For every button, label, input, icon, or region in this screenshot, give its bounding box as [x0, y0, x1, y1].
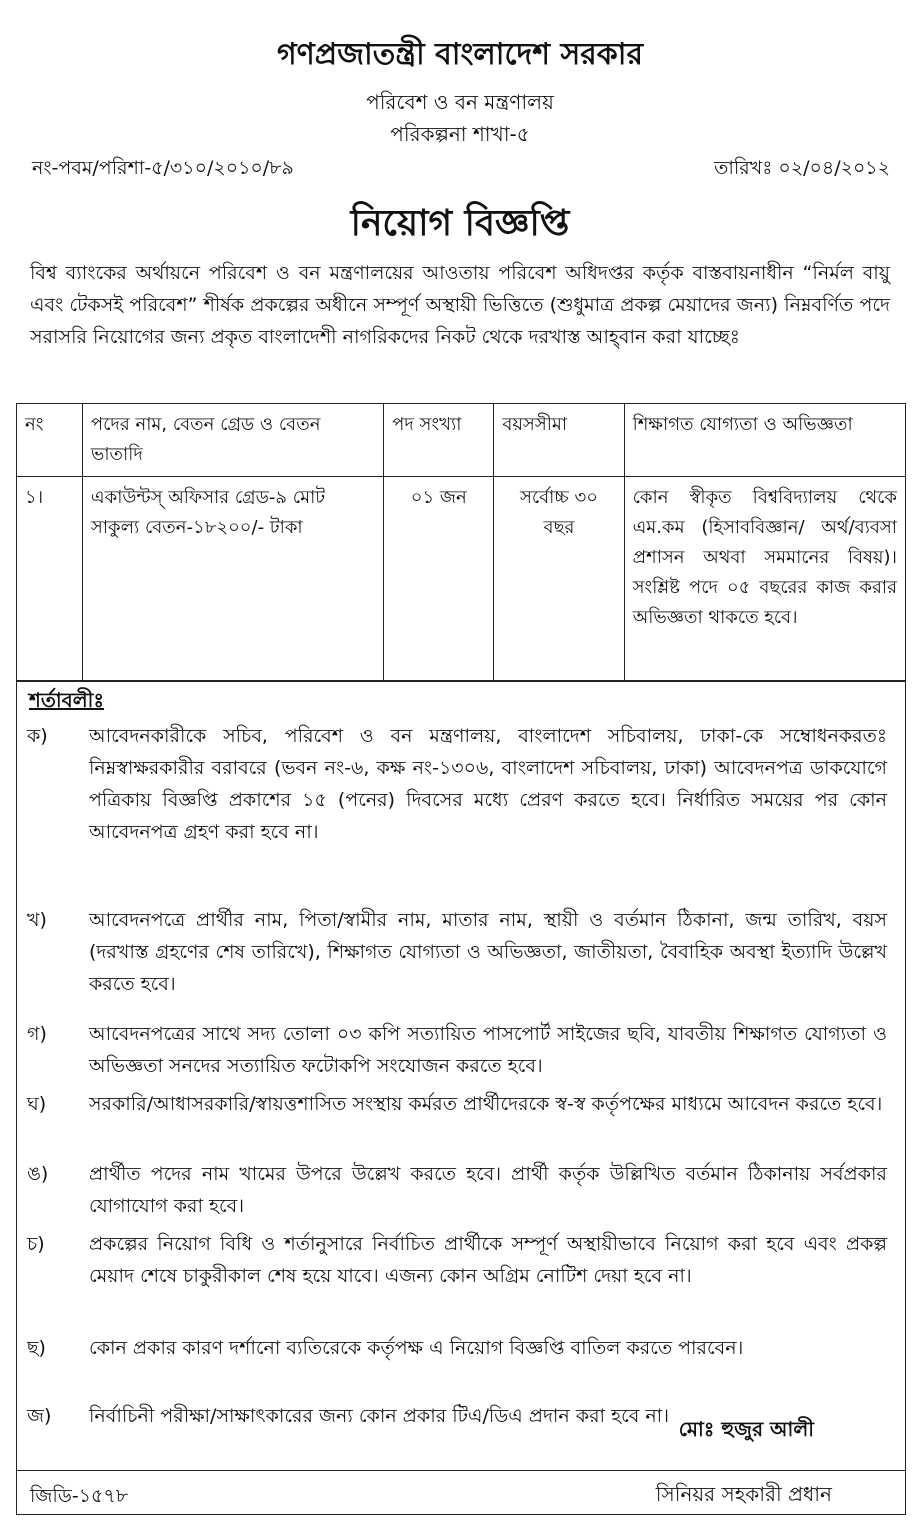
term-item: [27, 1018, 887, 1082]
header-no: নং: [17, 404, 83, 477]
row-qualification: কোন স্বীকৃত বিশ্ববিদ্যালয় থেকে এম.কম (হিসাববিজ্ঞান/ অর্থ/ব্যবসা প্রশাসন অথবা সমমানের বিষয়)। সংশ্লিষ্ট পদে ০৫ বছরের কাজ করার অভিজ্ঞতা থাকতে হবে।: [624, 477, 905, 681]
intro-paragraph: বিশ্ব ব্যাংকের অর্থায়নে পরিবেশ ও বন মন্ত্রণালয়ের আওতায় পরিবেশ অধিদপ্তর কর্তৃক বাস্তবায়নাধীন “নির্মল বায়ু এবং টেকসই পরিবেশ” শীর্ষক প্রকল্পের অধীনে সম্পূর্ণ অস্থায়ী ভিত্তিতে (শুধুমাত্র প্রকল্প মেয়াদের জন্য) নিম্নবর্ণিত পদে সরাসরি নিয়োগের জন্য প্রকৃত বাংলাদেশী নাগরিকদের নিকট থেকে দরখাস্ত আহ্‌বান করা যাচ্ছেঃ: [30, 262, 890, 348]
term-text: আবেদনকারীকে সচিব, পরিবেশ ও বন মন্ত্রণালয়, বাংলাদেশ সচিবালয়, ঢাকা-কে সম্বোধনকরতঃ নিম্নস্বাক্ষরকারীর বরাবরে (ভবন নং-৬, কক্ষ নং-১৩০৬, বাংলাদেশ সচিবালয়, ঢাকা) আবেদনপত্র ডাকযোগে পত্রিকায় বিজ্ঞপ্তি প্রকাশের ১৫ (পনের) দিবসের মধ্যে প্রেরণ করতে হবে। নির্ধারিত সময়ের পর কোন আবেদনপত্র গ্রহণ করা হবে না।: [89, 725, 887, 843]
signer-name: মোঃ হুজুর আলী: [678, 1417, 814, 1441]
term-text: আবেদনপত্রে প্রার্থীর নাম, পিতা/স্বামীর নাম, মাতার নাম, স্থায়ী ও বর্তমান ঠিকানা, জন্ম তারিখ, বয়স (দরখাস্ত গ্রহণের শেষ তারিখে), শিক্ষাগত যোগ্যতা ও অভিজ্ঞতা, জাতীয়তা, বৈবাহিক অবস্থা ইত্যাদি উল্লেখ করতে হবে।: [89, 909, 887, 995]
term-text: প্রকল্পের নিয়োগ বিধি ও শর্তানুসারে নির্বাচিত প্রার্থীকে সম্পূর্ণ অস্থায়ীভাবে নিয়োগ করা হবে এবং প্রকল্প মেয়াদ শেষে চাকুরীকাল শেষ হয়ে যাবে। এজন্য কোন অগ্রিম নোটিশ দেয়া হবে না।: [89, 1233, 887, 1287]
terms-title: শর্তাবলীঃ: [29, 688, 105, 712]
term-mark: ঙ): [27, 1163, 49, 1185]
branch-name: পরিকল্পনা শাখা-৫: [390, 122, 530, 146]
header-post-name: পদের নাম, বেতন গ্রেড ও বেতন ভাতাদি: [82, 404, 383, 477]
term-item: [27, 1158, 887, 1222]
term-mark: ঘ): [27, 1093, 47, 1115]
posts-table: [16, 403, 906, 681]
term-text: সরকারি/আধাসরকারি/স্বায়ত্তশাসিত সংস্থায় কর্মরত প্রার্থীদেরকে স্ব-স্ব কর্তৃপক্ষের মাধ্যমে আবেদন করতে হবে।: [89, 1093, 883, 1115]
notice-title: নিয়োগ বিজ্ঞপ্তি: [350, 203, 570, 244]
term-text: প্রার্থীত পদের নাম খামের উপরে উল্লেখ করতে হবে। প্রার্থী কর্তৃক উল্লিখিত বর্তমান ঠিকানায় সর্বপ্রকার যোগাযোগ করা হবে।: [89, 1163, 887, 1217]
term-mark: খ): [27, 909, 47, 931]
header-age-limit: বয়সসীমা: [494, 404, 624, 477]
header-post-count: পদ সংখ্যা: [384, 404, 494, 477]
terms-section: [16, 681, 906, 1515]
term-text: আবেদনপত্রের সাথে সদ্য তোলা ০৩ কপি সত্যায়িত পাসপোর্ট সাইজের ছবি, যাবতীয় শিক্ষাগত যোগ্যতা ও অভিজ্ঞতা সনদের সত্যায়িত ফটোকপি সংযোজন করতে হবে।: [89, 1023, 887, 1077]
term-mark: ছ): [27, 1337, 46, 1359]
term-item: [27, 1228, 887, 1292]
term-item: [27, 1332, 887, 1364]
ministry-name: পরিবেশ ও বন মন্ত্রণালয়: [366, 90, 554, 114]
term-mark: চ): [27, 1233, 45, 1255]
term-text: কোন প্রকার কারণ দর্শানো ব্যতিরেকে কর্তৃপক্ষ এ নিয়োগ বিজ্ঞপ্তি বাতিল করতে পারবেন।: [89, 1337, 744, 1359]
row-no: ১।: [17, 477, 83, 681]
table-header-row: [17, 404, 906, 477]
term-item: [27, 904, 887, 1000]
government-name: গণপ্রজাতন্ত্রী বাংলাদেশ সরকার: [277, 37, 643, 72]
row-post-count: ০১ জন: [384, 477, 494, 681]
row-post-name: একাউন্টস্‌ অফিসার গ্রেড-৯ মোট সাকুল্য বেতন-১৮২০০/- টাকা: [82, 477, 383, 681]
header-qualification: শিক্ষাগত যোগ্যতা ও অভিজ্ঞতা: [624, 404, 905, 477]
row-age-limit: সর্বোচ্চ ৩০ বছর: [494, 477, 624, 681]
footer-divider: [16, 1470, 906, 1471]
gd-number: জিডি-১৫৭৮: [30, 1485, 129, 1507]
term-mark: জ): [27, 1405, 52, 1427]
notice-date: তারিখঃ ০২/০৪/২০১২: [714, 157, 890, 179]
term-mark: ক): [27, 725, 48, 747]
term-item: [27, 1088, 887, 1120]
term-text: নির্বাচিনী পরীক্ষা/সাক্ষাৎকারের জন্য কোন প্রকার টিএ/ডিএ প্রদান করা হবে না।: [89, 1405, 669, 1427]
table-row: [17, 477, 906, 681]
term-item: [27, 720, 887, 848]
term-mark: গ): [27, 1023, 47, 1045]
signer-designation: সিনিয়র সহকারী প্রধান: [655, 1482, 832, 1506]
memo-number: নং-পবম/পরিশা-৫/৩১০/২০১০/৮৯: [32, 157, 294, 179]
